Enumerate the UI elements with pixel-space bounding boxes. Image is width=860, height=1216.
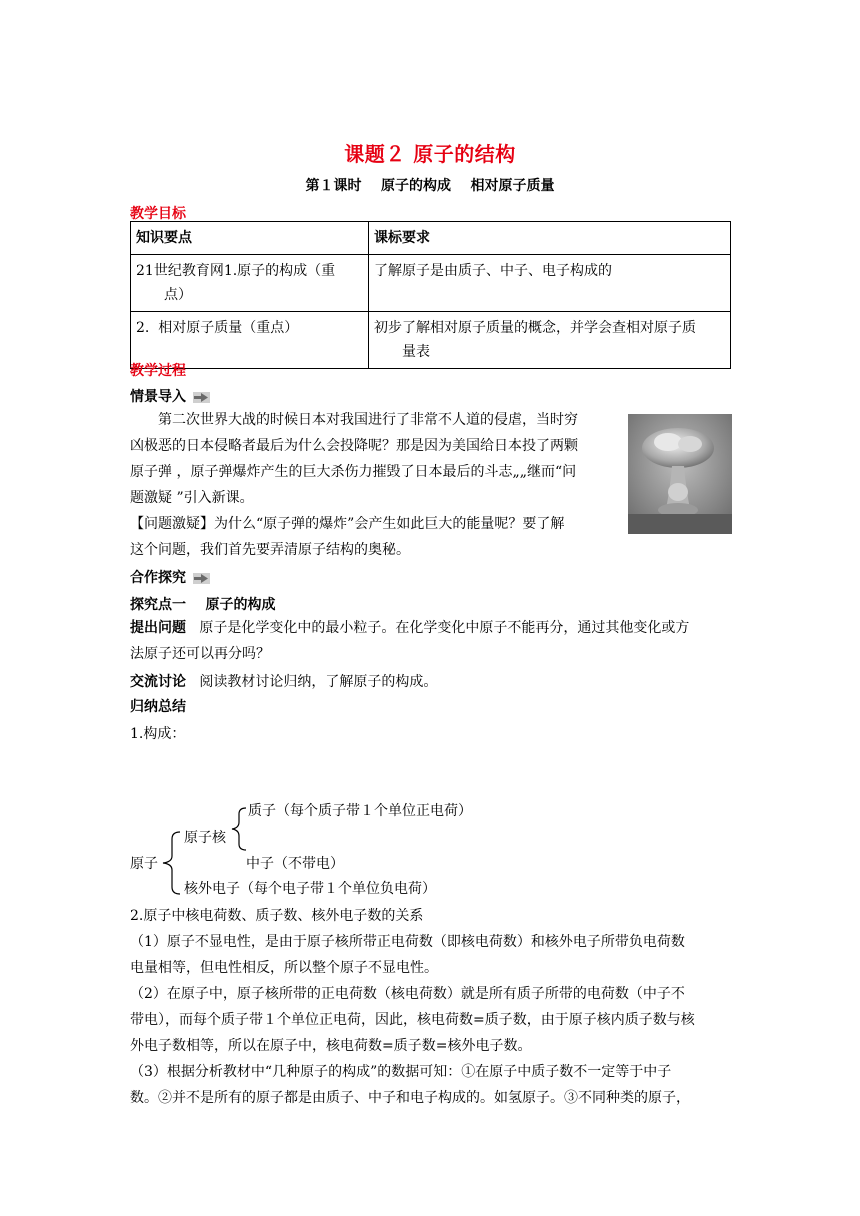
arrow-right-icon bbox=[193, 392, 210, 403]
text-line: 法原子还可以再分吗？ bbox=[130, 646, 270, 662]
cell-text: 了解原子是由质子、中子、电子构成的 bbox=[374, 263, 612, 279]
raise-question-label: 提出问题 bbox=[130, 620, 186, 636]
requirement-cell bbox=[369, 255, 731, 312]
raise-question-paragraph bbox=[130, 615, 732, 667]
text-line: 【问题激疑】为什么“原子弹的爆炸”会产生如此巨大的能量呢？要了解 bbox=[130, 516, 565, 532]
atom-brace bbox=[158, 830, 182, 896]
nucleus-brace bbox=[228, 806, 248, 852]
intro-paragraph bbox=[130, 407, 620, 563]
cell-text: 21世纪教育网1.原子的构成（重 bbox=[136, 263, 336, 279]
teaching-goals-heading: 教学目标 bbox=[130, 206, 186, 222]
lesson-subtitle: 第１课时 原子的构成 相对原子质量 bbox=[305, 178, 555, 194]
knowledge-point-cell bbox=[131, 255, 369, 312]
arrow-right-icon bbox=[193, 573, 210, 584]
requirement-cell bbox=[369, 312, 731, 369]
text-line: 阅读教材讨论归纳，了解原子的构成。 bbox=[186, 674, 438, 690]
text-line: 凶极恶的日本侵略者最后为什么会投降呢？那是因为美国给日本投了两颗 bbox=[130, 438, 578, 454]
text-line: 题激疑 ”引入新课。 bbox=[130, 490, 254, 506]
col-header-knowledge: 知识要点 bbox=[131, 222, 369, 255]
text-line: 电量相等，但电性相反，所以整个原子不显电性。 bbox=[130, 960, 438, 976]
teaching-process-heading: 教学过程 bbox=[130, 363, 186, 379]
cell-text-cont: 量表 bbox=[402, 344, 430, 360]
text-line: （3）根据分析教材中“几种原子的构成”的数据可知：①在原子中质子数不一定等于中子 bbox=[130, 1064, 672, 1080]
table-header-row bbox=[131, 222, 731, 255]
explore-point-1-heading: 探究点一 原子的构成 bbox=[130, 597, 276, 613]
text-line: 原子是化学变化中的最小粒子。在化学变化中原子不能再分，通过其他变化或方 bbox=[186, 620, 690, 636]
cell-text: 初步了解相对原子质量的概念，并学会查相对原子质 bbox=[374, 320, 696, 336]
composition-label: 1.构成： bbox=[130, 726, 186, 742]
text-line: 第二次世界大战的时候日本对我国进行了非常不人道的侵虐，当时穷 bbox=[158, 412, 578, 428]
text-line: （2）在原子中，原子核所带的正电荷数（核电荷数）就是所有质子所带的电荷数（中子不 bbox=[130, 986, 685, 1002]
text-line: 原子弹 ，原子弹爆炸产生的巨大杀伤力摧毁了日本最后的斗志„„继而“问 bbox=[130, 464, 577, 480]
neutron-label: 中子（不带电） bbox=[246, 856, 344, 872]
text-line: （1）原子不显电性，是由于原子核所带正电荷数（即核电荷数）和核外电子所带负电荷数 bbox=[130, 934, 685, 950]
discussion-paragraph bbox=[130, 669, 732, 695]
goals-table bbox=[130, 221, 731, 369]
atom-label: 原子 bbox=[130, 856, 158, 872]
text-line: 数。②并不是所有的原子都是由质子、中子和电子构成的。如氢原子。③不同种类的原子， bbox=[130, 1090, 690, 1106]
intro-heading-label: 情景导入 bbox=[130, 389, 186, 405]
text-line: 带电），而每个质子带１个单位正电荷，因此，核电荷数=质子数，由于原子核内质子数与核 bbox=[130, 1012, 695, 1028]
relations-paragraph-3 bbox=[130, 1059, 732, 1111]
nucleus-label: 原子核 bbox=[184, 830, 226, 846]
cooperation-heading-label: 合作探究 bbox=[130, 570, 186, 586]
electron-label: 核外电子（每个电子带１个单位负电荷） bbox=[184, 881, 436, 897]
relations-paragraph-1 bbox=[130, 929, 732, 981]
table-row bbox=[131, 312, 731, 369]
text-line: 外电子数相等，所以在原子中，核电荷数=质子数=核外电子数。 bbox=[130, 1038, 532, 1054]
cooperation-heading bbox=[130, 567, 210, 587]
intro-heading bbox=[130, 386, 210, 406]
cell-text-cont: 点） bbox=[164, 287, 192, 303]
proton-label: 质子（每个质子带１个单位正电荷） bbox=[248, 803, 472, 819]
col-header-standard: 课标要求 bbox=[369, 222, 731, 255]
summary-heading: 归纳总结 bbox=[130, 699, 186, 715]
cell-text: 2. 相对原子质量（重点） bbox=[136, 320, 299, 336]
table-row bbox=[131, 255, 731, 312]
text-line: 这个问题，我们首先要弄清原子结构的奥秘。 bbox=[130, 542, 410, 558]
relations-paragraph-2 bbox=[130, 981, 732, 1059]
discussion-label: 交流讨论 bbox=[130, 674, 186, 690]
relations-heading: 2.原子中核电荷数、质子数、核外电子数的关系 bbox=[130, 908, 424, 924]
mushroom-cloud-photo bbox=[628, 414, 732, 534]
lesson-title: 课题２ 原子的结构 bbox=[344, 142, 516, 166]
